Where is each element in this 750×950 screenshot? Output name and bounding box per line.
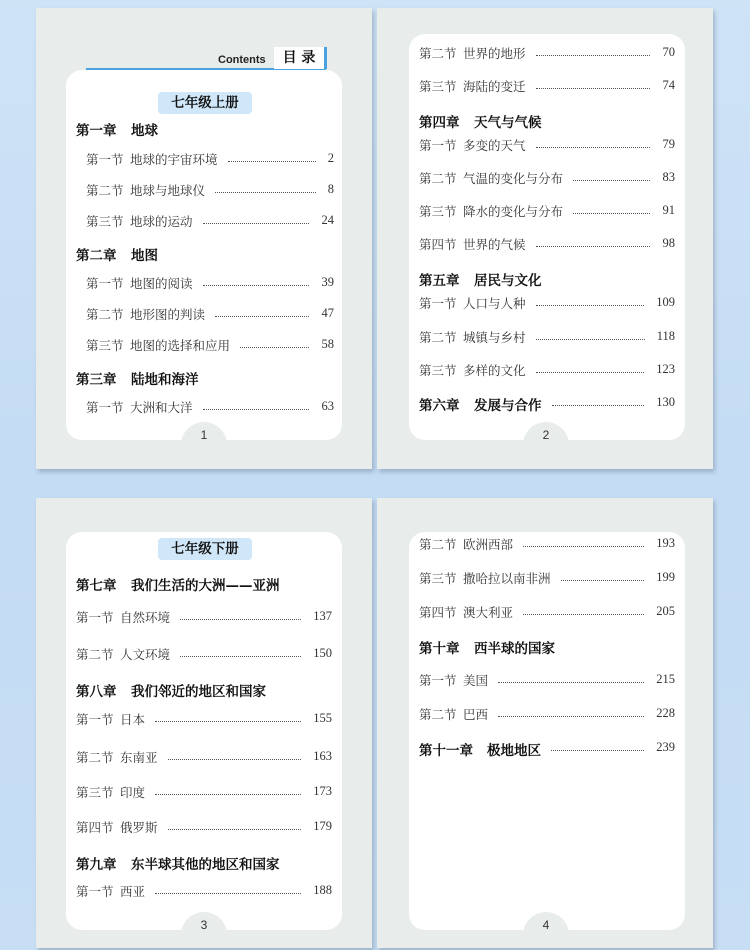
toc-section-row[interactable]: [36, 748, 372, 768]
section-label: 第一节: [86, 276, 124, 291]
section-label: 第一节: [419, 296, 457, 311]
toc-card: [409, 532, 685, 930]
section-label: 第四节: [76, 820, 114, 835]
toc-chapter-row[interactable]: [36, 574, 372, 594]
section-title: 世界的地形: [463, 46, 526, 61]
section-title: 多样的文化: [463, 363, 526, 378]
leader-dots: [228, 161, 316, 162]
page-ref: 39: [321, 275, 334, 289]
section-title: 地形图的判读: [130, 307, 206, 322]
page-number: 1: [181, 422, 227, 446]
toc-section-row[interactable]: [36, 150, 372, 170]
page-ref: 91: [662, 203, 675, 217]
chapter-title: 陆地和海洋: [131, 372, 199, 388]
leader-dots: [536, 246, 650, 247]
chapter-label: 第十一章: [419, 743, 473, 759]
chapter-title: 我们邻近的地区和国家: [131, 684, 266, 700]
leader-dots: [203, 285, 309, 286]
page-number: 3: [181, 912, 227, 936]
chapter-label: 第一章: [76, 123, 117, 139]
section-label: 第一节: [419, 673, 457, 688]
leader-dots: [536, 339, 645, 340]
toc-chapter-row[interactable]: [377, 394, 713, 414]
toc-section-row[interactable]: [36, 645, 372, 665]
section-label: 第一节: [86, 400, 124, 415]
leader-dots: [573, 213, 650, 214]
page-ref: 228: [656, 706, 675, 720]
section-title: 城镇与乡村: [463, 330, 526, 345]
toc-section-row[interactable]: [36, 608, 372, 628]
page-ref: 118: [656, 329, 675, 343]
section-title: 撒哈拉以南非洲: [463, 571, 551, 586]
section-title: 地图的选择和应用: [130, 338, 231, 353]
toc-section-row[interactable]: [377, 603, 713, 623]
leader-dots: [523, 614, 644, 615]
toc-section-row[interactable]: [377, 294, 713, 314]
chapter-title: 地球: [131, 123, 158, 139]
page-ref: 79: [662, 137, 675, 151]
toc-chapter-row[interactable]: [377, 637, 713, 657]
section-label: 第三节: [419, 79, 457, 94]
chapter-title: 地图: [131, 248, 158, 264]
leader-dots: [155, 794, 301, 795]
section-label: 第三节: [86, 214, 124, 229]
toc-section-row[interactable]: [36, 274, 372, 294]
section-label: 第三节: [419, 363, 457, 378]
toc-chapter-row[interactable]: [377, 739, 713, 759]
chapter-label: 第二章: [76, 248, 117, 264]
section-title: 西亚: [120, 884, 146, 899]
page-ref: 205: [656, 604, 675, 618]
toc-page-1: [36, 8, 372, 469]
chapter-label: 第九章: [76, 857, 117, 873]
toc-chapter-row[interactable]: [36, 244, 372, 264]
toc-chapter-row[interactable]: [377, 269, 713, 289]
section-label: 第二节: [86, 183, 124, 198]
page-ref: 58: [321, 337, 334, 351]
page-ref: 199: [656, 570, 675, 584]
section-label: 第三节: [419, 571, 457, 586]
page-ref: 8: [327, 182, 334, 196]
toc-section-row[interactable]: [377, 569, 713, 589]
section-title: 人文环境: [120, 647, 171, 662]
leader-dots: [536, 55, 650, 56]
section-label: 第二节: [419, 171, 457, 186]
toc-section-row[interactable]: [377, 535, 713, 555]
contents-label: Contents: [218, 54, 266, 66]
section-title: 大洲和大洋: [130, 400, 193, 415]
section-label: 第一节: [76, 712, 114, 727]
section-title: 降水的变化与分布: [463, 204, 564, 219]
toc-section-row[interactable]: [377, 136, 713, 156]
leader-dots: [155, 893, 301, 894]
chapter-title: 发展与合作: [474, 398, 542, 414]
leader-dots: [168, 759, 301, 760]
section-title: 东南亚: [120, 750, 158, 765]
section-label: 第二节: [86, 307, 124, 322]
section-title: 人口与人种: [463, 296, 526, 311]
section-title: 地图的阅读: [130, 276, 193, 291]
chapter-title: 极地地区: [487, 743, 541, 759]
section-label: 第二节: [419, 46, 457, 61]
page-ref: 137: [313, 609, 332, 623]
page-ref: 83: [662, 170, 675, 184]
toc-section-row[interactable]: [36, 181, 372, 201]
chapter-title: 东半球其他的地区和国家: [131, 857, 280, 873]
section-label: 第一节: [86, 152, 124, 167]
page-ref: 179: [313, 819, 332, 833]
toc-section-row[interactable]: [377, 202, 713, 222]
leader-dots: [498, 682, 644, 683]
section-title: 俄罗斯: [120, 820, 158, 835]
leader-dots: [536, 372, 644, 373]
leader-dots: [561, 580, 644, 581]
section-title: 地球的宇宙环境: [130, 152, 218, 167]
leader-dots: [240, 347, 309, 348]
section-label: 第二节: [419, 330, 457, 345]
page-ref: 239: [656, 740, 675, 754]
leader-dots: [168, 829, 301, 830]
page-ref: 109: [656, 295, 675, 309]
toc-section-row[interactable]: [36, 336, 372, 356]
section-title: 欧洲西部: [463, 537, 514, 552]
page-ref: 74: [662, 78, 675, 92]
leader-dots: [498, 716, 644, 717]
chapter-label: 第八章: [76, 684, 117, 700]
section-label: 第三节: [76, 785, 114, 800]
section-label: 第二节: [419, 707, 457, 722]
toc-section-row[interactable]: [36, 783, 372, 803]
section-title: 日本: [120, 712, 146, 727]
leader-dots: [180, 656, 301, 657]
toc-section-row[interactable]: [377, 328, 713, 348]
toc-chapter-row[interactable]: [36, 368, 372, 388]
section-label: 第三节: [86, 338, 124, 353]
leader-dots: [573, 180, 650, 181]
section-label: 第一节: [419, 138, 457, 153]
toc-section-row[interactable]: [377, 705, 713, 725]
toc-section-row[interactable]: [377, 77, 713, 97]
section-title: 美国: [463, 673, 489, 688]
section-label: 第四节: [419, 605, 457, 620]
toc-section-row[interactable]: [377, 235, 713, 255]
section-label: 第三节: [419, 204, 457, 219]
leader-dots: [215, 192, 316, 193]
toc-section-row[interactable]: [377, 44, 713, 64]
chapter-label: 第十章: [419, 641, 460, 657]
toc-section-row[interactable]: [36, 882, 372, 902]
leader-dots: [523, 546, 644, 547]
chapter-title: 我们生活的大洲——亚洲: [131, 578, 280, 594]
toc-chapter-row[interactable]: [36, 119, 372, 139]
page-ref: 215: [656, 672, 675, 686]
page-number: 2: [523, 422, 569, 446]
toc-section-row[interactable]: [377, 361, 713, 381]
chapter-title: 天气与气候: [474, 115, 542, 131]
page-ref: 2: [327, 151, 334, 165]
leader-dots: [536, 305, 644, 306]
section-title: 地球与地球仪: [130, 183, 206, 198]
toc-section-row[interactable]: [36, 710, 372, 730]
leader-dots: [180, 619, 301, 620]
grade-header: 七年级下册: [158, 538, 252, 560]
page-ref: 98: [662, 236, 675, 250]
toc-section-row[interactable]: [36, 818, 372, 838]
toc-page-3: [36, 498, 372, 948]
leader-dots: [552, 405, 644, 406]
leader-dots: [536, 147, 650, 148]
section-label: 第一节: [76, 610, 114, 625]
leader-dots: [551, 750, 644, 751]
leader-dots: [155, 721, 301, 722]
chapter-label: 第四章: [419, 115, 460, 131]
page-ref: 47: [321, 306, 334, 320]
section-title: 海陆的变迁: [463, 79, 526, 94]
leader-dots: [203, 223, 309, 224]
section-title: 自然环境: [120, 610, 171, 625]
leader-dots: [203, 409, 309, 410]
section-title: 多变的天气: [463, 138, 526, 153]
section-title: 澳大利亚: [463, 605, 514, 620]
section-label: 第二节: [419, 537, 457, 552]
toc-section-row[interactable]: [36, 212, 372, 232]
section-title: 巴西: [463, 707, 489, 722]
page-number: 4: [523, 912, 569, 936]
section-label: 第四节: [419, 237, 457, 252]
toc-section-row[interactable]: [377, 169, 713, 189]
leader-dots: [536, 88, 650, 89]
section-title: 气温的变化与分布: [463, 171, 564, 186]
page-ref: 150: [313, 646, 332, 660]
toc-section-row[interactable]: [377, 671, 713, 691]
page-ref: 188: [313, 883, 332, 897]
chapter-label: 第七章: [76, 578, 117, 594]
toc-chapter-row[interactable]: [377, 111, 713, 131]
page-ref: 155: [313, 711, 332, 725]
page-ref: 130: [656, 395, 675, 409]
page-ref: 70: [662, 45, 675, 59]
toc-section-row[interactable]: [36, 305, 372, 325]
chapter-label: 第三章: [76, 372, 117, 388]
page-ref: 173: [313, 784, 332, 798]
page-ref: 193: [656, 536, 675, 550]
page-ref: 123: [656, 362, 675, 376]
page-ref: 24: [321, 213, 334, 227]
toc-chapter-row[interactable]: [36, 853, 372, 873]
toc-section-row[interactable]: [36, 398, 372, 418]
section-label: 第一节: [76, 884, 114, 899]
chapter-label: 第六章: [419, 398, 460, 414]
section-title: 世界的气候: [463, 237, 526, 252]
section-title: 印度: [120, 785, 146, 800]
toc-chapter-row[interactable]: [36, 680, 372, 700]
section-title: 地球的运动: [130, 214, 193, 229]
page-ref: 163: [313, 749, 332, 763]
chapter-title: 居民与文化: [474, 273, 542, 289]
chapter-title: 西半球的国家: [474, 641, 555, 657]
toc-page-4: [377, 498, 713, 948]
chapter-label: 第五章: [419, 273, 460, 289]
section-label: 第二节: [76, 750, 114, 765]
toc-page-2: [377, 8, 713, 469]
leader-dots: [215, 316, 309, 317]
grade-header: 七年级上册: [158, 92, 252, 114]
section-label: 第二节: [76, 647, 114, 662]
page-ref: 63: [321, 399, 334, 413]
mulu-label: 目 录: [274, 47, 327, 69]
